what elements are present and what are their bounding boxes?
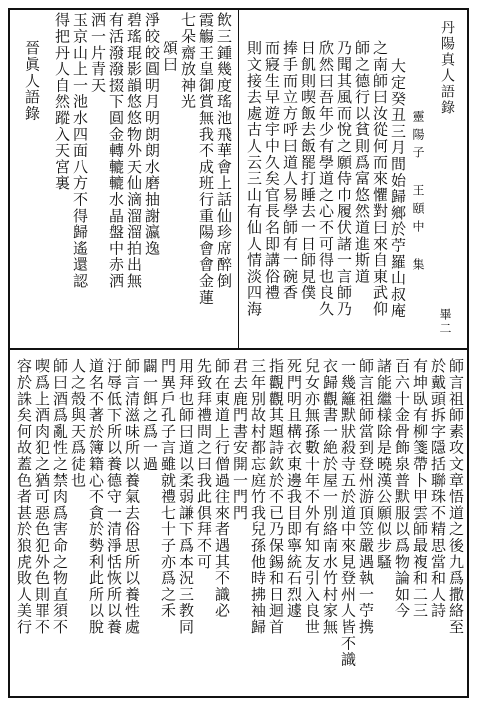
text-column: 喫爲上酒肉犯之猶可惡色犯外色則罪不 bbox=[33, 358, 51, 636]
text-column: 日飢則喫飯去飯罷打睡去一日師見僕 bbox=[299, 40, 317, 301]
text-column: 有活潑潑掇下圓金轉轆轆水晶盤中赤洒 bbox=[107, 12, 125, 290]
text-column: 則文接去處古人云三山有仙人情淡四海 bbox=[245, 40, 263, 318]
text-column: 乃聞其風而悅之願侍巾履伏諸一言師乃 bbox=[335, 40, 353, 318]
text-column: 師曰酒爲亂性之禁肉爲害命之物直須不 bbox=[51, 358, 69, 636]
text-column: 人之殼與天爲徒也 bbox=[69, 358, 87, 489]
text-column: 門異戶孔子言雖就禮七十子亦爲之禾 bbox=[159, 358, 177, 619]
text-column: 捧手而立方呼曰道人易學師有一碗香 bbox=[281, 40, 299, 301]
text-column: 一幾籬默狀殺寺五於道中來見登州人皆不識 bbox=[339, 358, 357, 668]
text-column: 衣歸觀書一絶於屋一別絡南水竹村家無 bbox=[321, 358, 339, 636]
text-column: 晉眞人語錄 bbox=[23, 40, 41, 122]
vertical-divider-top bbox=[238, 10, 239, 348]
text-column: 師之德行以貧則爲富悠然道進斯道 bbox=[353, 40, 371, 285]
text-column: 汙辱低下所以養德守一清淨恬恢所以養 bbox=[105, 358, 123, 636]
text-column: 師言祖師當到登州游頂笠嚴遇執一苧携 bbox=[357, 358, 375, 636]
text-column: 用拜也師曰道以柔弱謙下爲本況三教同 bbox=[177, 358, 195, 636]
text-column: 飲三鍾幾度瑤池飛華會上話仙珍席醉倒 bbox=[215, 12, 233, 290]
text-column: 道名不著於簿籍心不貪於勢利此所以脫 bbox=[87, 358, 105, 636]
page-marker: 畢二 bbox=[438, 308, 452, 336]
text-column: 霞觴王皇御賞無我不成班行重陽會會金蓮 bbox=[197, 12, 215, 306]
text-column: 頌曰 bbox=[161, 40, 179, 73]
text-column: 玉京山上一池水四面八方不得歸遙還認 bbox=[71, 12, 89, 290]
text-column: 得把丹人自然蹤入天宮裏 bbox=[53, 12, 71, 192]
author-line: 靈陽子 王頤中 集 bbox=[411, 110, 425, 276]
text-column: 三年別故村都忘庭竹我兒孫他時拂袖歸 bbox=[249, 358, 267, 636]
text-column: 之南師曰汝從何而來懼對曰來自東武仰 bbox=[371, 40, 389, 318]
text-column: 淨皎皎圓明月明朗朗水磨抽謝瀛逸 bbox=[143, 12, 161, 257]
text-column: 而寢生早遊宇中久矣官長名即講俗禮 bbox=[263, 40, 281, 301]
text-column: 闢一餌之爲一過 bbox=[141, 358, 159, 473]
text-column: 於戴頭拆字隱括聯珠不精思當和人詩 bbox=[429, 358, 447, 619]
text-column: 百六十金骨飾泉普默服以爲物論如今 bbox=[393, 358, 411, 619]
text-column: 諸能繼樣除是曉漢公願似步騷 bbox=[375, 358, 393, 570]
text-column: 死門明且構衣東邊我目即寧統石烈遽 bbox=[285, 358, 303, 619]
text-column: 先致拜禮問之曰我此俱拜不可 bbox=[195, 358, 213, 570]
text-column: 君去鹿門書安開一門門 bbox=[231, 358, 249, 521]
text-column: 指觀觀其題詩欽於不已乃保錫和日迴首 bbox=[267, 358, 285, 636]
text-column: 碧瑤琨影韻悠悠物外天仙滴溜溜拍出無 bbox=[125, 12, 143, 290]
text-column: 洒一片青天 bbox=[89, 12, 107, 94]
text-column: 兒女亦無孫數十年不外有知友引入良世 bbox=[303, 358, 321, 636]
text-column: 大定癸丑三月間始歸鄉於苧羅山叔庵 bbox=[389, 58, 407, 319]
text-column: 師言祖師素攻文章悟道之後九爲撒絡至 bbox=[447, 358, 465, 636]
book-title: 丹陽真人語錄 bbox=[439, 20, 455, 116]
text-column: 七朵齋放神光 bbox=[179, 12, 197, 110]
text-column: 師言清滋味所以養氣去俗思所以養性處 bbox=[123, 358, 141, 636]
text-column: 容於誅矣何故蓋色者甚於狼虎敗人美行 bbox=[15, 358, 33, 636]
text-column: 欣然曰吾年少有學道之心不可得也良久 bbox=[317, 40, 335, 318]
text-column: 師在東道上行僧過往來者遇其不識必 bbox=[213, 358, 231, 619]
text-column: 有坤臥有柳箋帶卜甲雲師最複和二三 bbox=[411, 358, 429, 619]
